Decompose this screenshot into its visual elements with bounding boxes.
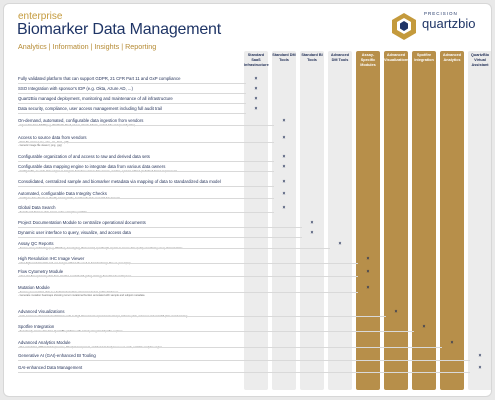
capability-label: Dynamic user interface to query, visualize, and access data bbox=[18, 230, 131, 235]
capability-note: - View raw flow cytometry data from .fcs files overlaid with gating strategy from FlowJo workspaces bbox=[18, 274, 132, 278]
page-subtitle: Analytics | Information | Insights | Reporting bbox=[18, 42, 157, 51]
included-mark-icon: × bbox=[282, 191, 286, 197]
capability-note: - Access your mutation data in a dedicated interface interconnected to public databases bbox=[18, 290, 119, 294]
column-header-1: Standard DM Tools bbox=[272, 53, 296, 62]
capability-label: SSO Integration with sponsor's IDP (e.g. Okta, Azure AD, ...) bbox=[18, 86, 133, 91]
row-separator bbox=[18, 227, 302, 228]
capability-label: Data security, compliance, user access management including full audit trail bbox=[18, 106, 162, 111]
included-mark-icon: × bbox=[366, 285, 370, 291]
row-separator bbox=[18, 171, 274, 172]
logo-hexagon-icon bbox=[389, 11, 419, 41]
capabilities-sheet bbox=[3, 3, 492, 397]
included-mark-icon: × bbox=[254, 106, 258, 112]
row-separator bbox=[18, 237, 302, 238]
capability-row bbox=[18, 230, 131, 235]
included-mark-icon: × bbox=[310, 230, 314, 236]
capability-note: - Configure data checks to identify missing fields, invalid code lists or invalid date formats bbox=[18, 196, 121, 200]
capability-note: - Data file viewer (.csv, .xlsx, .txt, .html, .pdf) bbox=[18, 140, 69, 144]
included-mark-icon: × bbox=[366, 269, 370, 275]
column-header-5: Advanced Visualizations bbox=[384, 53, 410, 62]
logo-brand-text: quartzbio bbox=[422, 16, 476, 31]
capability-note: - Access assay technology (e.g. RNASeq, Genotyping, Proteomics) specific QC reports to assess data quality considering assay characteristics bbox=[18, 246, 183, 250]
page-title: Biomarker Data Management bbox=[17, 21, 221, 38]
included-mark-icon: × bbox=[254, 76, 258, 82]
included-mark-icon: × bbox=[366, 256, 370, 262]
row-separator bbox=[18, 331, 414, 332]
capability-label: QuartzBio managed deployment, monitoring and maintenance of all infrastructure bbox=[18, 96, 173, 101]
capability-note: - Ingest data from SFTP (e.g. Worldwide Reed, Veeva, Oracle InForm, central labs and specialty labs) bbox=[18, 123, 135, 127]
capability-label: Consolidated, centralized sample and biomarker metadata via mapping of data to standardized data model bbox=[18, 179, 221, 184]
row-separator bbox=[18, 276, 358, 277]
capability-row bbox=[18, 353, 96, 358]
row-separator bbox=[18, 372, 470, 373]
row-separator bbox=[18, 347, 442, 348]
column-header-7: Advanced Analytics bbox=[442, 53, 462, 62]
row-separator bbox=[18, 360, 470, 361]
column-header-6: Spotfire Integration bbox=[414, 53, 434, 62]
included-mark-icon: × bbox=[310, 220, 314, 226]
included-mark-icon: × bbox=[282, 118, 286, 124]
capability-label: Configurable data mapping engine to integrate data from various data owners bbox=[18, 164, 166, 169]
row-separator bbox=[18, 142, 274, 143]
capability-note: - Gain access to advanced visualizations such as high dimensional expression heatmaps, Volcano plots, swimmer and waterfall plots and clustering bbox=[18, 314, 188, 318]
row-separator bbox=[18, 113, 246, 114]
capability-label: Fully validated platform that can support GDPR, 21 CFR Part 11 and GxP compliance bbox=[18, 76, 181, 81]
column-header-2: Standard BI Tools bbox=[301, 53, 323, 62]
row-separator bbox=[18, 292, 358, 293]
row-separator bbox=[18, 263, 358, 264]
capability-label: Generative AI (GAI)-enhanced BI Tooling bbox=[18, 353, 96, 358]
quartzbio-logo bbox=[389, 11, 489, 41]
capability-note: - Search and discover data across entire enterprise portfolio bbox=[18, 210, 87, 214]
edition-label: enterprise bbox=[18, 11, 63, 22]
included-mark-icon: × bbox=[282, 179, 286, 185]
row-separator bbox=[18, 83, 246, 84]
capability-row bbox=[18, 96, 173, 101]
included-mark-icon: × bbox=[394, 309, 398, 315]
capability-label: Assay QC Reports bbox=[18, 241, 54, 246]
column-header-0: Standard SaaS Infrastructure bbox=[244, 53, 269, 67]
capability-label: Spotfire Integration bbox=[18, 324, 55, 329]
column-band-4 bbox=[356, 51, 380, 390]
capability-row bbox=[18, 76, 180, 81]
capability-note: - View high resolution IHC and .svs images without the need to download large files on your laptop bbox=[18, 261, 131, 265]
column-band-3 bbox=[328, 51, 352, 390]
logo-precision-text: PRECISION bbox=[424, 11, 458, 16]
capability-row bbox=[18, 220, 146, 225]
capability-label: Project Documentation Module to centralize operational documents bbox=[18, 220, 146, 225]
row-separator bbox=[18, 125, 274, 126]
included-mark-icon: × bbox=[282, 135, 286, 141]
capability-note: - Generate mutation heatmaps showing tumor mutational burden annotated with sample and subject metadata bbox=[18, 294, 145, 298]
included-mark-icon: × bbox=[338, 241, 342, 247]
included-mark-icon: × bbox=[422, 324, 426, 330]
capability-row bbox=[18, 86, 133, 91]
capability-row bbox=[18, 179, 221, 184]
row-separator bbox=[18, 186, 274, 187]
capability-label: Mutation Module bbox=[18, 285, 50, 290]
included-mark-icon: × bbox=[282, 164, 286, 170]
capability-note: - Generic image file viewer (.png, .jpg) bbox=[18, 144, 62, 148]
capability-label: Advanced Analytics Module bbox=[18, 340, 71, 345]
capability-label: On-demand, automated, configurable data ingestion from vendors bbox=[18, 118, 144, 123]
included-mark-icon: × bbox=[478, 353, 482, 359]
column-header-8: QuartzBio Virtual Assistant bbox=[470, 53, 490, 67]
row-separator bbox=[18, 212, 274, 213]
capability-label: Flow Cytometry Module bbox=[18, 269, 64, 274]
included-mark-icon: × bbox=[254, 96, 258, 102]
included-mark-icon: × bbox=[282, 154, 286, 160]
column-header-3: Advanced DM Tools bbox=[330, 53, 350, 62]
capability-label: GAI-enhanced Data Management bbox=[18, 365, 83, 370]
column-band-1 bbox=[272, 51, 296, 390]
included-mark-icon: × bbox=[450, 340, 454, 346]
capability-label: Automated, configurable Data Integrity Checks bbox=[18, 191, 107, 196]
capability-note: - Seamlessly access data from QuartzBio platform with natively integrated Spotfire explorer bbox=[18, 329, 123, 333]
capability-label: High Resolution IHC Image Viewer bbox=[18, 256, 85, 261]
column-band-6 bbox=[412, 51, 436, 390]
capability-row bbox=[18, 154, 150, 159]
included-mark-icon: × bbox=[478, 365, 482, 371]
row-separator bbox=[18, 103, 246, 104]
capability-note: - Run correlation, Differential Expression, Principal Component, and Survival Analyses in a no-code, scalable analytics engine bbox=[18, 345, 163, 349]
capability-label: Access to source data from vendors bbox=[18, 135, 87, 140]
column-band-5 bbox=[384, 51, 408, 390]
capability-label: Global Data Search bbox=[18, 205, 56, 210]
column-header-4: Assay-Specific Modules bbox=[360, 53, 376, 67]
row-separator bbox=[18, 248, 330, 249]
row-separator bbox=[18, 316, 386, 317]
capability-row bbox=[18, 106, 162, 111]
capability-note: - Configurable, no-code data mapper to integrate data from various data owners, vendors, systems without predefined format requirements bbox=[18, 169, 178, 173]
row-separator bbox=[18, 93, 246, 94]
row-separator bbox=[18, 198, 274, 199]
row-separator bbox=[18, 161, 274, 162]
capability-label: Configurable organization of and access to raw and derived data sets bbox=[18, 154, 150, 159]
capability-row bbox=[18, 365, 82, 370]
column-band-8 bbox=[468, 51, 492, 390]
capability-label: Advanced Visualizations bbox=[18, 309, 65, 314]
included-mark-icon: × bbox=[282, 205, 286, 211]
included-mark-icon: × bbox=[254, 86, 258, 92]
